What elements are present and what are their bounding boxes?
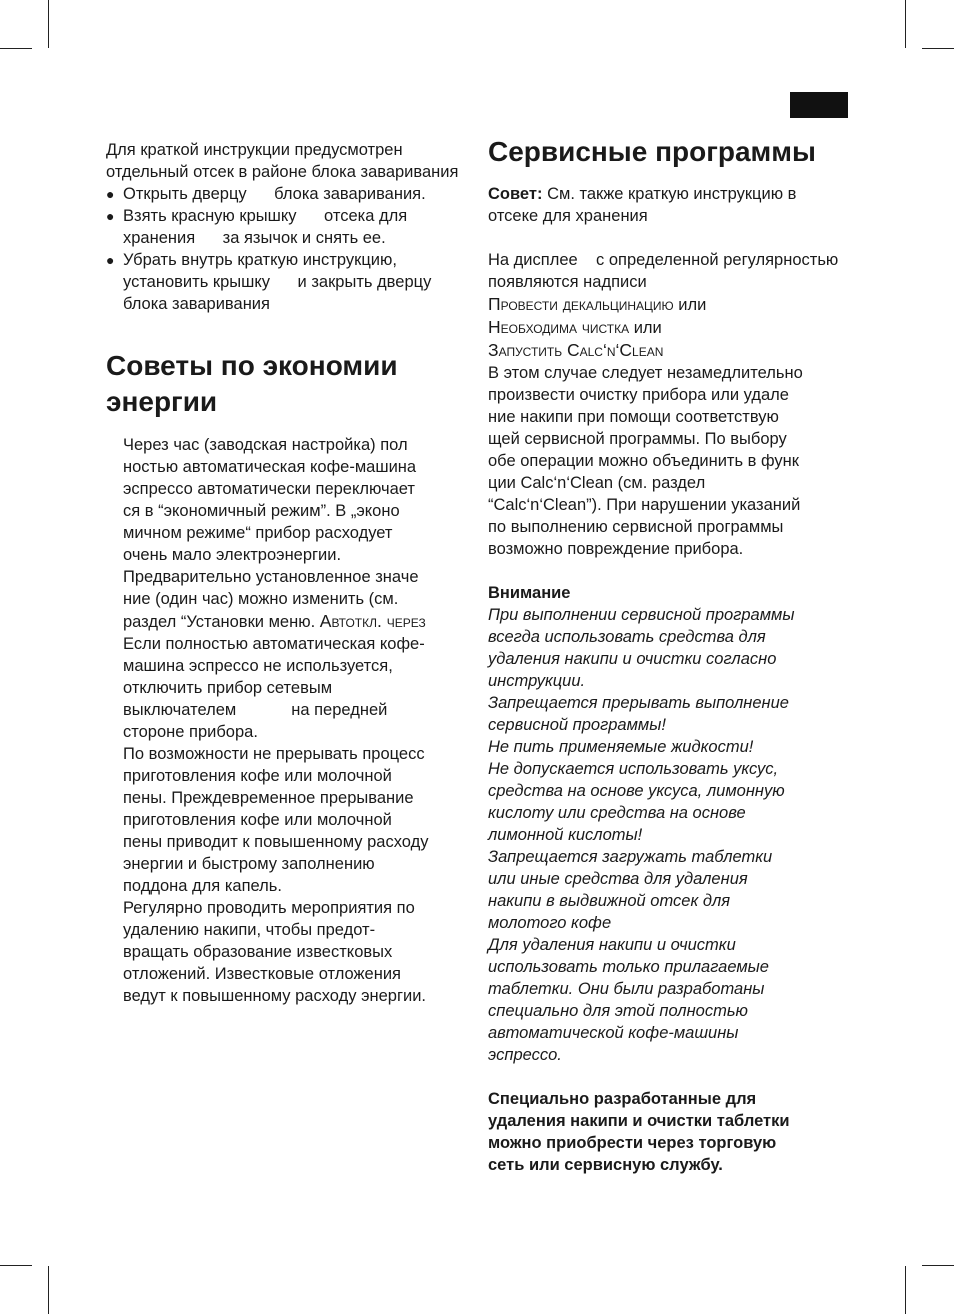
text-line: мичном режиме“ прибор расходует (123, 524, 393, 542)
text-line: приготовления кофе или молочной (123, 767, 392, 785)
intro-bullet: ● Открыть дверцу блока заваривания. (106, 183, 468, 205)
text-line: можно приобрести через торговую (488, 1134, 777, 1152)
text-line: таблетки. Они были разработаны (488, 980, 765, 998)
text-line: Для удаления накипи и очистки (488, 936, 736, 954)
intro-text: Для краткой инструкции предусмотрен отдельный отсек в районе блока заваривания (106, 141, 459, 181)
text-line: ние накипи при помощи соответствую (488, 408, 779, 426)
display-message: Запустить Calc‘n‘Clean (488, 340, 664, 360)
energy-section (106, 434, 468, 1007)
text-line: При выполнении сервисной программы (488, 606, 795, 624)
tip-label: Совет: (488, 185, 543, 203)
attention-warnings (488, 604, 848, 1066)
connector-text: или (633, 319, 662, 337)
right-column (488, 183, 848, 1176)
intro-bullet-list (106, 183, 468, 315)
text-line: сервисной программы! (488, 716, 666, 734)
text-line: инструкции. (488, 672, 586, 690)
text-line: Специально разработанные для (488, 1090, 757, 1108)
text-line: обе операции можно объединить в функ (488, 452, 799, 470)
text-line: “Calc‘n‘Clean”). При нарушении указаний (488, 496, 801, 514)
text-line: Регулярно проводить мероприятия по (123, 899, 415, 917)
intro-bullet: ● Взять красную крышку отсека для хранения за язычок и снять ее. (106, 205, 468, 249)
energy-paragraph-1 (123, 434, 468, 633)
intro-bullet: ● Убрать внутрь краткую инструкцию, установить крышку и закрыть дверцу блока заваривания (106, 249, 468, 315)
text-line: удалению накипи, чтобы предот- (123, 921, 376, 939)
text-line: возможно повреждение прибора. (488, 540, 744, 558)
text-line: лимонной кислоты! (488, 826, 643, 844)
tip-text: См. также краткую инструкцию в отсеке для хранения (488, 185, 797, 225)
text-line: щей сервисной программы. По выбору (488, 430, 787, 448)
text-line: автоматической кофе-машины (488, 1024, 739, 1042)
text-line: Не допускается использовать уксус, (488, 760, 779, 778)
display-intro: На дисплее с определенной регулярностью появляются надписи (488, 251, 843, 291)
display-message: Провести декальцинацию (488, 294, 674, 314)
menu-item-name: Автоткл. через (319, 611, 426, 631)
text-line: Если полностью автоматическая кофе- (123, 635, 425, 653)
text-line: очень мало электроэнергии. (123, 546, 342, 564)
text-line: энергии и быстрому заполнению (123, 855, 375, 873)
energy-heading: Советы по экономии энергии (106, 350, 398, 417)
text-line: Не пить применяемые жидкости! (488, 738, 754, 756)
text-line: В этом случае следует незамедлительно (488, 364, 803, 382)
text-line: вращать образование известковых (123, 943, 393, 961)
energy-paragraph-2 (123, 633, 468, 743)
text-line: использовать только прилагаемые (488, 958, 769, 976)
attention-title: Внимание (488, 584, 571, 602)
text-line: кислоту или средства на основе (488, 804, 746, 822)
text-line: машина эспрессо не используется, (123, 657, 393, 675)
text-line: По возможности не прерывать процесс (123, 745, 425, 763)
display-message: Необходима чистка (488, 317, 630, 337)
display-message-line (488, 316, 848, 339)
text-line: ведут к повышенному расходу энергии. (123, 987, 426, 1005)
closing-note (488, 1088, 848, 1176)
text-line: ся в “экономичный режим”. В „эконо (123, 502, 400, 520)
crop-mark-top-left-horizontal (0, 48, 32, 49)
connector-text: или (678, 296, 707, 314)
text-line: или иные средства для удаления (488, 870, 748, 888)
text-line: приготовления кофе или молочной (123, 811, 392, 829)
text-line: ции Calc‘n‘Clean (см. раздел (488, 474, 706, 492)
display-message-line (488, 339, 848, 362)
text-line: эспрессо. (488, 1046, 562, 1064)
menu-reference-text: раздел “Установки меню. (123, 613, 316, 631)
text-line: удаления накипи и очистки таблетки (488, 1112, 790, 1130)
text-line: Запрещается прерывать выполнение (488, 694, 789, 712)
text-line: отключить прибор сетевым (123, 679, 333, 697)
text-line: ние (один час) можно изменить (см. (123, 590, 399, 608)
text-line: пены. Преждевременное прерывание (123, 789, 414, 807)
text-line: выключателем на передней (123, 701, 388, 719)
crop-mark-top-right-vertical (905, 0, 906, 48)
text-line: отложений. Известковые отложения (123, 965, 401, 983)
service-heading: Сервисные программы (488, 136, 816, 167)
service-body (488, 362, 848, 560)
text-line: накипи в выдвижной отсек для (488, 892, 731, 910)
crop-mark-bottom-left-horizontal (0, 1265, 32, 1266)
left-column (106, 139, 468, 1007)
crop-mark-bottom-right-horizontal (922, 1265, 954, 1266)
text-line: средства на основе уксуса, лимонную (488, 782, 785, 800)
text-line: Запрещается загружать таблетки (488, 848, 773, 866)
text-line: пены приводит к повышенному расходу (123, 833, 429, 851)
text-line: Через час (заводская настройка) пол (123, 436, 408, 454)
crop-mark-bottom-right-vertical (905, 1266, 906, 1314)
text-line (123, 610, 468, 633)
display-message-line (488, 293, 848, 316)
crop-mark-top-left-vertical (48, 0, 49, 48)
text-line: специально для этой полностью (488, 1002, 748, 1020)
text-line: удаления накипи и очистки согласно (488, 650, 777, 668)
text-line: Предварительно установленное значе (123, 568, 419, 586)
text-line: произвести очистку прибора или удале (488, 386, 789, 404)
crop-mark-top-right-horizontal (922, 48, 954, 49)
text-line: стороне прибора. (123, 723, 258, 741)
energy-paragraph-4 (123, 897, 468, 1007)
text-line: сеть или сервисную службу. (488, 1156, 723, 1174)
text-line: по выполнению сервисной программы (488, 518, 784, 536)
tip-paragraph (488, 183, 848, 227)
text-line: поддона для капель. (123, 877, 282, 895)
text-line: ностью автоматическая кофе-машина (123, 458, 417, 476)
text-line: молотого кофе (488, 914, 612, 932)
energy-paragraph-3 (123, 743, 468, 897)
language-tab-marker (790, 92, 848, 118)
crop-mark-bottom-left-vertical (48, 1266, 49, 1314)
text-line: всегда использовать средства для (488, 628, 766, 646)
text-line: эспрессо автоматически переключает (123, 480, 415, 498)
